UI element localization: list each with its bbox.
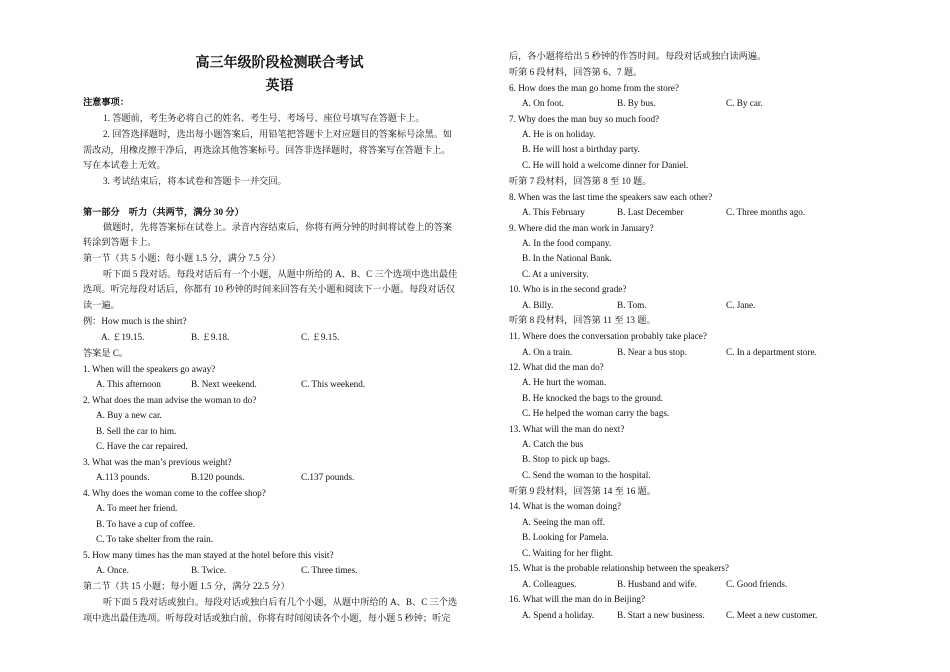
- section1-intro: 读一遍。: [83, 300, 120, 310]
- option-c: C. ￡9.15.: [301, 332, 340, 342]
- option-a: A.113 pounds.: [96, 472, 150, 482]
- option-b: B. By bus.: [617, 98, 656, 108]
- question-15: 15. What is the probable relationship between the speakers?: [509, 563, 730, 573]
- part1-intro: 做题时，先将答案标在试卷上。录音内容结束后，你将有两分钟的时间将试卷上的答案: [103, 222, 453, 232]
- notice-item: 1. 答题前，考生务必将自己的姓名、考生号、考场号、座位号填写在答题卡上。: [103, 113, 425, 123]
- option-a: A. Catch the bus: [522, 439, 584, 449]
- notice-item: 3. 考试结束后，将本试卷和答题卡一并交回。: [103, 176, 287, 186]
- part1-intro: 转涂到答题卡上。: [83, 237, 157, 247]
- notice-item: 2. 回答选择题时，选出每小题答案后，用铅笔把答题卡上对应题目的答案标号涂黑。如: [103, 129, 453, 139]
- question-1: 1. When will the speakers go away?: [83, 364, 216, 374]
- material-9-heading: 听第 9 段材料，回答第 14 至 16 题。: [509, 486, 656, 496]
- option-b: B. ￡9.18.: [191, 332, 230, 342]
- question-11: 11. Where does the conversation probably take place?: [509, 331, 707, 341]
- option-a: A. To meet her friend.: [96, 503, 178, 513]
- question-7: 7. Why does the man buy so much food?: [509, 114, 660, 124]
- question-6: 6. How does the man go home from the store?: [509, 83, 679, 93]
- option-c: C. This weekend.: [301, 379, 366, 389]
- question-10: 10. Who is in the second grade?: [509, 284, 627, 294]
- option-a: A. This afternoon: [96, 379, 161, 389]
- option-a: A. Colleagues.: [522, 579, 577, 589]
- question-4: 4. Why does the woman come to the coffee shop?: [83, 488, 266, 498]
- question-16: 16. What will the man do in Beijing?: [509, 594, 646, 604]
- option-b: B. Next weekend.: [191, 379, 257, 389]
- question-2: 2. What does the man advise the woman to do?: [83, 395, 257, 405]
- option-b: B. Twice.: [191, 565, 227, 575]
- option-a: A. Billy.: [522, 300, 554, 310]
- option-c: C. Send the woman to the hospital.: [522, 470, 651, 480]
- option-a: A. Spend a holiday.: [522, 610, 595, 620]
- option-b: B. Last December: [617, 207, 684, 217]
- option-a: A. This February: [522, 207, 585, 217]
- option-b: B. Husband and wife.: [617, 579, 697, 589]
- section2-intro: 项中选出最佳选项。听每段对话或独白前，你将有时间阅读各个小题，每小题 5 秒钟；听完: [83, 613, 451, 623]
- option-a: A. On foot.: [522, 98, 564, 108]
- option-a: A. He is on holiday.: [522, 129, 596, 139]
- notice-item: 写在本试卷上无效。: [83, 160, 166, 170]
- option-a: A. Buy a new car.: [96, 410, 162, 420]
- option-c: C. Good friends.: [726, 579, 788, 589]
- option-c: C. Meet a new customer.: [726, 610, 818, 620]
- question-12: 12. What did the man do?: [509, 362, 604, 372]
- option-a: A. ￡19.15.: [101, 332, 145, 342]
- notice-item: 需改动，用橡皮擦干净后，再选涂其他答案标号。回答非选择题时，将答案写在答题卡上。: [83, 145, 451, 155]
- option-c: C. Jane.: [726, 300, 756, 310]
- question-5: 5. How many times has the man stayed at the hotel before this visit?: [83, 550, 334, 560]
- option-b: B. Tom.: [617, 300, 647, 310]
- notice-heading: 注意事项：: [83, 97, 129, 107]
- option-a: A. In the food company.: [522, 238, 612, 248]
- option-c: C. Waiting for her flight.: [522, 548, 613, 558]
- material-7-heading: 听第 7 段材料，回答第 8 至 10 题。: [509, 176, 652, 186]
- section2-heading: 第二节（共 15 小题；每小题 1.5 分，满分 22.5 分）: [83, 581, 290, 591]
- option-c: C. Three months ago.: [726, 207, 806, 217]
- question-8: 8. When was the last time the speakers saw each other?: [509, 192, 713, 202]
- option-a: A. He hurt the woman.: [522, 377, 607, 387]
- option-c: C. He helped the woman carry the bags.: [522, 408, 670, 418]
- option-a: A. Once.: [96, 565, 129, 575]
- option-b: B. Near a bus stop.: [617, 347, 687, 357]
- example-answer: 答案是 C。: [83, 348, 129, 358]
- option-b: B. In the National Bank.: [522, 253, 612, 263]
- option-b: B.120 pounds.: [191, 472, 245, 482]
- page-title: 高三年级阶段检测联合考试: [195, 55, 364, 71]
- material-8-heading: 听第 8 段材料，回答第 11 至 13 题。: [509, 315, 656, 325]
- subject-title: 英语: [265, 78, 294, 94]
- option-c: C. In a department store.: [726, 347, 817, 357]
- option-c: C. To take shelter from the rain.: [96, 534, 214, 544]
- option-b: B. Stop to pick up bags.: [522, 454, 611, 464]
- option-b: B. He knocked the bags to the ground.: [522, 393, 664, 403]
- option-b: B. Looking for Pamela.: [522, 532, 609, 542]
- option-c: C. Three times.: [301, 565, 358, 575]
- part1-heading: 第一部分 听力（共两节，满分 30 分）: [83, 207, 244, 217]
- option-c: C.137 pounds.: [301, 472, 355, 482]
- option-c: C. At a university.: [522, 269, 589, 279]
- option-c: C. Have the car repaired.: [96, 441, 188, 451]
- option-b: B. He will host a birthday party.: [522, 144, 640, 154]
- option-a: A. Seeing the man off.: [522, 517, 606, 527]
- question-13: 13. What will the man do next?: [509, 424, 625, 434]
- question-9: 9. Where did the man work in January?: [509, 223, 654, 233]
- question-3: 3. What was the man’s previous weight?: [83, 457, 232, 467]
- section1-intro: 选项。听完每段对话后，你都有 10 秒钟的时间来回答有关小题和阅读下一小题。每段对话仅: [83, 284, 456, 294]
- option-c: C. He will hold a welcome dinner for Daniel.: [522, 160, 689, 170]
- section2-intro: 听下面 5 段对话或独白。每段对话或独白后有几个小题，从题中所给的 A、B、C 三个选: [103, 597, 458, 607]
- material-6-heading: 听第 6 段材料，回答第 6、7 题。: [509, 67, 643, 77]
- section1-intro: 听下面 5 段对话。每段对话后有一个小题，从题中所给的 A、B、C 三个选项中选出最佳: [103, 269, 458, 279]
- example-question: 例：How much is the shirt?: [83, 316, 187, 326]
- section2-intro: 后，各小题将给出 5 秒钟的作答时间。每段对话或独白读两遍。: [509, 51, 767, 61]
- option-c: C. By car.: [726, 98, 763, 108]
- option-b: B. Sell the car to him.: [96, 426, 177, 436]
- option-b: B. To have a cup of coffee.: [96, 519, 196, 529]
- option-a: A. On a train.: [522, 347, 573, 357]
- section1-heading: 第一节（共 5 小题；每小题 1.5 分，满分 7.5 分）: [83, 253, 281, 263]
- question-14: 14. What is the woman doing?: [509, 501, 622, 511]
- option-b: B. Start a new business.: [617, 610, 705, 620]
